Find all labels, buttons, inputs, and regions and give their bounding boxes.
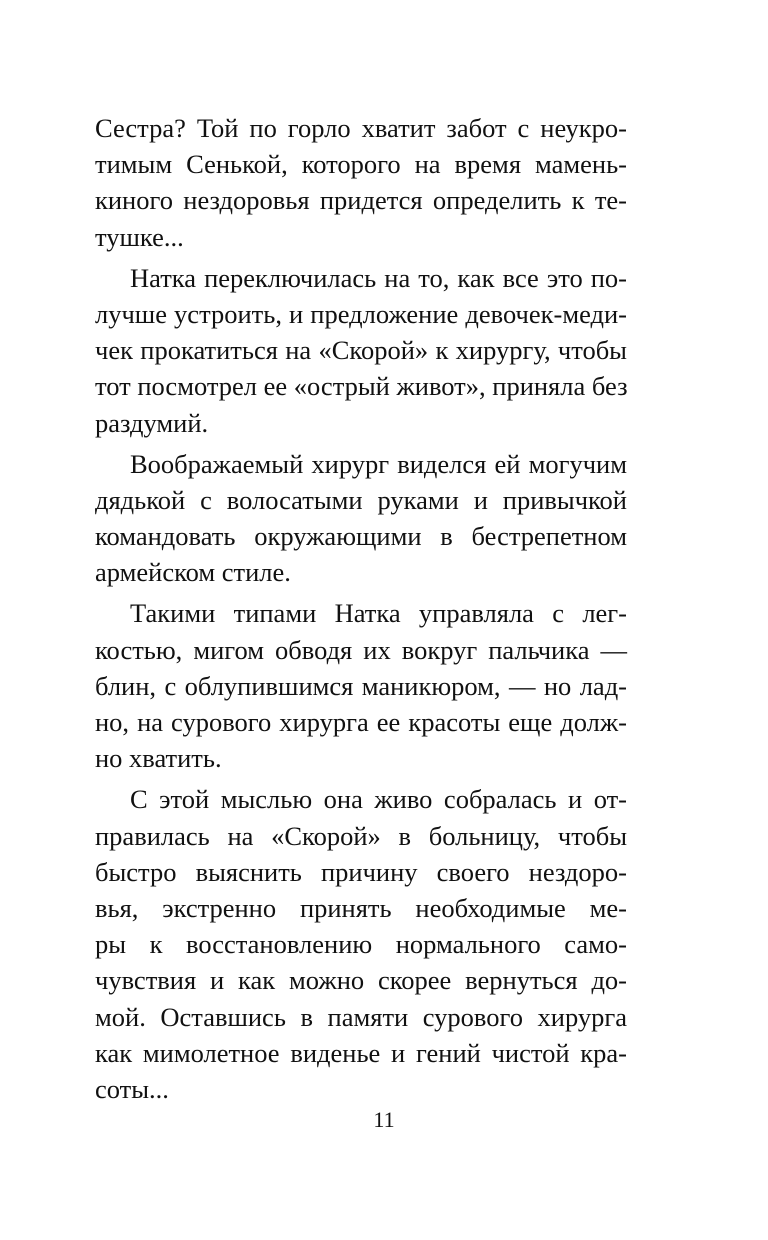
text-line: быстро выяснить причину своего нездоро- [95,856,627,887]
text-line: киного нездоровья придется определить к те- [95,185,627,216]
text-line: тот посмотрел ее «острый живот», приняла без [95,371,628,402]
paragraph-3 [95,446,627,591]
text-line: раздумий. [95,407,209,438]
text-line: чек прокатиться на «Скорой» к хирургу, чтобы [95,335,627,366]
text-line: соты... [95,1073,169,1104]
text-line: С этой мыслью она живо собралась и от- [130,784,627,815]
text-line: дядькой с волосатыми руками и привычкой [95,484,627,515]
text-line: лучше устроить, и предложение девочек-меди- [95,298,627,329]
page-number: 11 [373,1107,395,1132]
text-line: тимым Сенькой, которого на время мамень- [95,149,627,180]
paragraph-2 [95,260,627,441]
text-line: Сестра? Той по горло хватит забот с неукро- [95,113,627,143]
body-text [95,110,627,1107]
text-line: Воображаемый хирург виделся ей могучим [130,448,627,479]
text-line: вья, экстренно принять необходимые ме- [95,892,627,923]
text-line: но хватить. [95,743,222,774]
text-line: чувствия и как можно скорее вернуться до- [95,965,627,996]
text-line: Такими типами Натка управляла с лег- [130,598,627,629]
text-line: блин, с облупившимся маникюром, — но лад- [95,670,627,701]
paragraph-1 [95,110,627,255]
text-line: мой. Оставшись в памяти сурового хирурга [95,1001,627,1032]
text-line: армейском стиле. [95,557,291,588]
paragraph-4 [95,595,627,776]
text-line: но, на сурового хирурга ее красоты еще долж- [95,707,627,737]
paragraph-5 [95,781,627,1107]
text-line: как мимолетное виденье и гений чистой кра- [95,1037,627,1068]
text-line: правилась на «Скорой» в больницу, чтобы [95,820,627,851]
text-line: костью, мигом обводя их вокруг пальчика — [95,634,627,665]
text-line: ры к восстановлению нормального само- [95,929,627,960]
text-line: командовать окружающими в бестрепетном [95,521,627,552]
text-line: тушке... [95,221,184,252]
text-line: Натка переключилась на то, как все это по- [130,262,627,293]
